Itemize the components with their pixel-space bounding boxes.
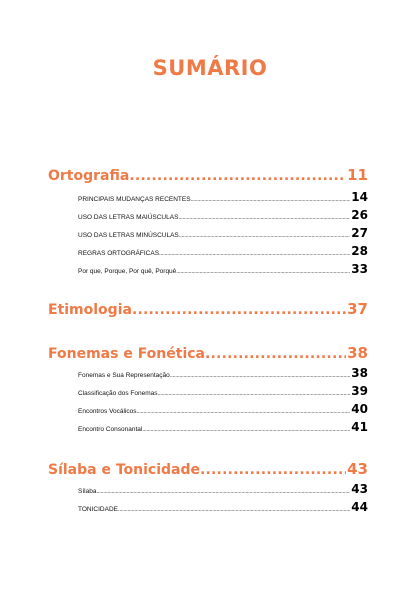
subentry-page-number: 26 [351, 208, 368, 222]
dot-leader [118, 507, 350, 513]
dot-leader [132, 302, 346, 318]
dot-leader [200, 462, 346, 478]
chapter-page-number: 38 [347, 344, 368, 362]
subentry-page-number: 33 [351, 262, 368, 276]
subentry-page-number: 43 [351, 482, 368, 496]
subentry-page-number: 44 [351, 500, 368, 514]
chapter-page-number: 37 [347, 300, 368, 318]
subentry-title: Classificação dos Fonemas [78, 390, 158, 397]
toc-subentry[interactable] [78, 384, 368, 402]
dot-leader [179, 233, 351, 239]
toc-subentry[interactable] [78, 208, 368, 226]
toc-subentry[interactable] [78, 366, 368, 384]
toc-section-fonemas [48, 344, 368, 438]
toc-subentry[interactable] [78, 190, 368, 208]
toc-subentry[interactable] [78, 402, 368, 420]
toc-section-etimologia [48, 300, 368, 322]
subentry-page-number: 39 [351, 384, 368, 398]
toc-subentry[interactable] [78, 482, 368, 500]
toc-subentry[interactable] [78, 226, 368, 244]
chapter-title: Etimologia [48, 302, 132, 318]
subentry-title: Encontros Vocálicos [78, 408, 137, 415]
toc-subentry[interactable] [78, 420, 368, 438]
chapter-title: Fonemas e Fonética [48, 346, 206, 362]
chapter-page-number: 43 [347, 460, 368, 478]
dot-leader [176, 269, 350, 275]
subentry-page-number: 38 [351, 366, 368, 380]
dot-leader [142, 427, 350, 433]
dot-leader [159, 251, 350, 257]
dot-leader [191, 197, 351, 203]
subentry-title: Sílaba [78, 488, 97, 495]
toc-chapter-entry[interactable] [48, 300, 368, 322]
dot-leader [157, 391, 350, 397]
subentry-title: PRINCIPAIS MUDANÇAS RECENTES [78, 196, 191, 203]
toc-section-ortografia [48, 166, 368, 280]
toc-chapter-entry[interactable] [48, 344, 368, 366]
subentry-page-number: 27 [351, 226, 368, 240]
dot-leader [129, 168, 346, 184]
toc-subentry[interactable] [78, 262, 368, 280]
subentry-page-number: 28 [351, 244, 368, 258]
subentry-title: TONICIDADE [78, 506, 118, 513]
subentry-page-number: 41 [351, 420, 368, 434]
subentry-title: USO DAS LETRAS MAIÚSCULAS [78, 214, 179, 221]
toc-chapter-entry[interactable] [48, 460, 368, 482]
chapter-page-number: 11 [347, 166, 368, 184]
toc-subentry[interactable] [78, 244, 368, 262]
dot-leader [96, 489, 350, 495]
dot-leader [205, 346, 346, 362]
subentry-title: Por que, Porque, Por quê, Porquê [78, 268, 177, 275]
toc-section-silaba [48, 460, 368, 518]
dot-leader [137, 409, 351, 415]
toc-chapter-entry[interactable] [48, 166, 368, 188]
subentry-page-number: 14 [351, 190, 368, 204]
subentry-title: REGRAS ORTOGRÁFICAS [78, 250, 160, 257]
chapter-title: Ortografia [48, 168, 130, 184]
page-title: SUMÁRIO [152, 56, 268, 80]
subentry-title: Encontro Consonantal [78, 426, 143, 433]
subentry-title: USO DAS LETRAS MINÚSCULAS [78, 232, 179, 239]
toc-subentry[interactable] [78, 500, 368, 518]
dot-leader [178, 215, 350, 221]
subentry-title: Fonemas e Sua Representação [78, 372, 170, 379]
chapter-title: Sílaba e Tonicidade [48, 462, 200, 478]
subentry-page-number: 40 [351, 402, 368, 416]
dot-leader [170, 373, 351, 379]
